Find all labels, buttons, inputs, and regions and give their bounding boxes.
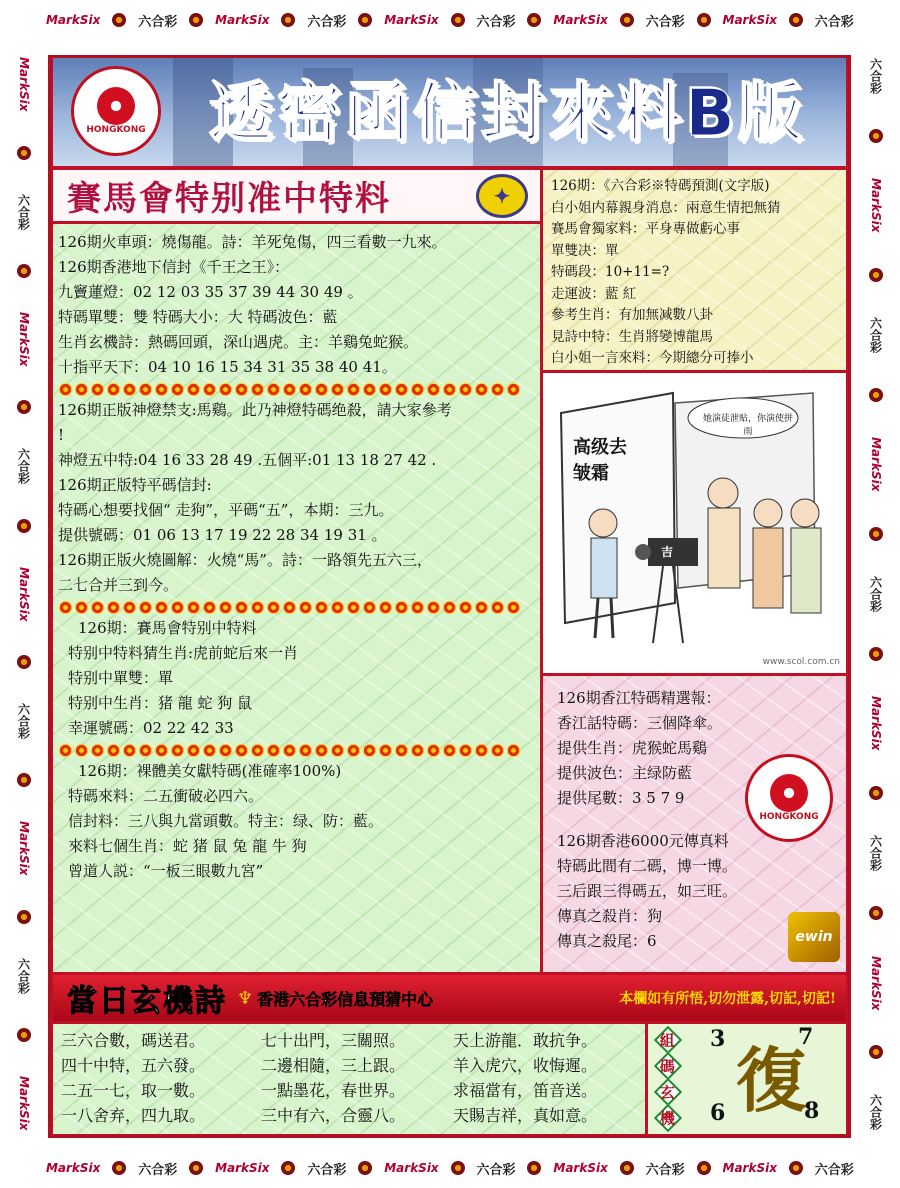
flower-icon (789, 13, 803, 27)
brand-name: MarkSix (17, 57, 31, 112)
flower-divider (53, 741, 540, 759)
text-line: 幸運號碼：02 22 42 33 (68, 719, 234, 737)
text-line: 126期：賽馬會特别中特料 (78, 619, 257, 637)
flower-divider (53, 598, 540, 616)
text-line: 提供尾數：3 5 7 9 (557, 789, 685, 807)
brand-name: MarkSix (215, 13, 270, 27)
poem-title: 當日玄機詩 (67, 984, 227, 1019)
text-line: 126期：《六合彩※特碼預測(文字版) (551, 178, 770, 194)
text-line: 單雙决：單 (551, 242, 619, 259)
text-line: 提供波色：主绿防藍 (557, 764, 693, 782)
flower-icon (620, 1161, 634, 1175)
brand-cn: 六合彩 (476, 1162, 516, 1178)
zuma-number: 3 (710, 1026, 726, 1052)
zuma-number: 7 (798, 1024, 814, 1050)
brand-cn: 六合彩 (16, 448, 31, 485)
text-line: 十指平天下：04 10 16 15 34 31 35 38 40 41。 (58, 358, 397, 376)
text-line: 126期：裸體美女獻特碼(准確率100%) (78, 762, 342, 780)
brand-cn: 六合彩 (868, 575, 883, 612)
text-line: 香江話特碼：三個降傘。 (557, 714, 723, 732)
text-line: 來料七個生肖：蛇 猪 鼠 兔 龍 牛 狗 (68, 837, 307, 855)
brand-cn: 六合彩 (138, 1162, 178, 1178)
brand-name: MarkSix (722, 13, 777, 27)
text-line: 126期火車頭：燒傷龍。詩：羊死兔傷，四三看數一九來。 (58, 233, 447, 251)
flower-icon (869, 647, 883, 661)
poem-line: 羊入虎穴，收悔遲。 (453, 1056, 598, 1075)
brand-cn: 六合彩 (814, 1162, 854, 1178)
poem-line: 三六合數，碼送君。 (61, 1031, 206, 1050)
brand-cn: 六合彩 (868, 316, 883, 353)
cartoon-url: www.scol.com.cn (762, 657, 840, 667)
flower-icon (189, 13, 203, 27)
right-brand-strip (855, 40, 897, 1148)
flower-icon (17, 264, 31, 278)
flower-icon (451, 1161, 465, 1175)
right-top-panel (543, 170, 846, 370)
text-line: 特碼心想要找個“ 走狗”，平碼“五”，本期：三九。 (58, 501, 394, 519)
flower-icon (869, 527, 883, 541)
poem-line: 一八舍弃，四九取。 (61, 1106, 206, 1125)
brand-name: MarkSix (17, 566, 31, 622)
left-banner: 賽馬會特别准中特料 (67, 179, 391, 219)
brand-cn: 六合彩 (138, 14, 178, 30)
zuma-big-char: 復 (736, 1039, 806, 1122)
left-panel (53, 170, 540, 972)
cartoon-illustration (543, 373, 846, 673)
poem-banner (53, 975, 846, 1021)
text-line: 126期香江特碼精選報： (557, 689, 721, 707)
flower-icon (869, 786, 883, 800)
poem-line: 求福當有，笛音送。 (453, 1081, 598, 1100)
text-line: 提供號碼：01 06 13 17 19 22 28 34 19 31 。 (58, 526, 387, 544)
flower-icon (17, 773, 31, 787)
flower-icon (17, 400, 31, 414)
flower-icon (527, 13, 541, 27)
poem-line: 二邊相隨，三上跟。 (261, 1056, 406, 1075)
brand-name: MarkSix (384, 1161, 439, 1175)
text-line: 特别中單雙：單 (68, 669, 174, 687)
text-line: 傳真之殺肖：狗 (557, 907, 663, 925)
text-line: 賽馬會獨家料：平身專做虧心事 (551, 221, 740, 237)
emblem-label: HONGKONG (86, 125, 146, 135)
text-line: 走運波：藍 紅 (551, 285, 637, 302)
flower-icon (112, 13, 126, 27)
flower-icon (620, 13, 634, 27)
zuma-label (654, 1026, 682, 1054)
brand-cn: 六合彩 (307, 14, 347, 30)
brand-cn: 六合彩 (307, 1162, 347, 1178)
text-line: 傳真之殺尾：6 (557, 932, 657, 950)
flower-icon (358, 1161, 372, 1175)
zuma-number: 8 (804, 1098, 820, 1124)
text-line: 特碼來料：二五衝破必四六。 (68, 787, 264, 805)
poem-line: 四十中特，五六發。 (61, 1056, 206, 1075)
text-line: 特别中生肖：猪 龍 蛇 狗 鼠 (68, 694, 253, 712)
text-line: 126期香港地下信封《千王之王》： (58, 258, 290, 276)
poem-center: 香港六合彩信息預猜中心 (257, 989, 434, 1009)
text-line: 三后跟三得碼五，如三旺。 (557, 882, 738, 900)
text-line: 特碼段：10+11=? (551, 264, 670, 280)
brand-cn: 六合彩 (476, 14, 516, 30)
right-bottom-panel (543, 676, 846, 972)
flower-icon (451, 13, 465, 27)
flower-icon (17, 655, 31, 669)
page-title: 透密函信封來料B版 (209, 77, 807, 151)
text-line: 126期正版火燒圖解：火燒“馬”。詩：一路領先五六三， (58, 551, 432, 569)
brand-name: MarkSix (553, 13, 608, 27)
poem-body (53, 1024, 645, 1134)
flower-icon (697, 13, 711, 27)
brand-cn: 六合彩 (645, 14, 685, 30)
text-line: 126期正版神燈禁支:馬鷄。此乃神燈特碼绝殺，請大家參考 (58, 401, 452, 419)
text-line: 白小姐一言來料：今期總分可捧小 (551, 350, 754, 366)
flower-icon (281, 1161, 295, 1175)
text-line: 神燈五中特:04 16 33 28 49 .五個平:01 13 18 27 42 . (58, 451, 437, 469)
poem-line: 七十出門，三關照。 (261, 1031, 406, 1050)
poem-warning: 本欄如有所悟,切勿泄露,切記,切記! (619, 991, 836, 1007)
brand-name: MarkSix (384, 13, 439, 27)
brand-name: MarkSix (869, 177, 883, 233)
brand-name: MarkSix (869, 437, 883, 492)
text-line: 曾道人説：“一板三眼數九宮” (68, 862, 264, 880)
flower-icon (281, 13, 295, 27)
zuma-label (654, 1052, 682, 1080)
zuma-box (648, 1024, 846, 1134)
hk-emblem-icon (71, 66, 161, 156)
text-line: 見詩中特：生肖將變博龍馬 (551, 328, 713, 345)
text-line: 126期正版特平碼信封: (58, 476, 212, 494)
poem-line: 天賜吉祥，真如意。 (453, 1106, 598, 1125)
hk-emblem-icon (745, 754, 833, 842)
brand-name: MarkSix (722, 1161, 777, 1175)
flower-icon (789, 1161, 803, 1175)
flower-icon (358, 13, 372, 27)
poem-line: 天上游龍．敢抗争。 (453, 1031, 598, 1050)
camera-mark: 吉 (661, 545, 674, 559)
zuma-label (654, 1078, 682, 1106)
ewin-logo: ewin (788, 912, 840, 962)
brand-cn: 六合彩 (645, 1162, 685, 1178)
cartoon-bubble: 她演徒泄贴，你演使拼雨 (703, 414, 794, 437)
text-line: 白小姐内幕親身消息：兩意生情把無猜 (551, 199, 781, 216)
brand-cn: 六合彩 (16, 703, 31, 740)
text-line: 生肖玄機詩：熱碼回頭，深山遇虎。主：羊鷄兔蛇猴。 (58, 333, 419, 351)
flower-icon (697, 1161, 711, 1175)
zuma-label-text: 機 (660, 1109, 676, 1128)
brand-name: MarkSix (215, 1161, 270, 1175)
brand-cn: 六合彩 (16, 958, 31, 995)
text-line: 特别中特料猜生肖:虎前蛇后來一肖 (68, 644, 299, 662)
flower-icon (869, 1045, 883, 1059)
flower-icon (869, 268, 883, 282)
brand-cn: 六合彩 (868, 1094, 883, 1131)
brand-name: MarkSix (17, 1076, 31, 1131)
zuma-label-text: 碼 (660, 1057, 676, 1076)
text-line: 提供生肖：虎猴蛇馬鷄 (557, 739, 708, 757)
header-banner (53, 58, 846, 166)
text-line: 信封料：三八與九當頭數。特主：绿、防：藍。 (68, 812, 384, 830)
zuma-label-text: 玄 (660, 1083, 676, 1102)
flower-icon (869, 388, 883, 402)
emblem-label: HONGKONG (759, 812, 819, 822)
cartoon-sign: 高级去皱霜 (573, 437, 627, 484)
flower-divider (53, 380, 540, 398)
flower-icon (189, 1161, 203, 1175)
flower-icon (17, 910, 31, 924)
flower-icon (17, 1028, 31, 1042)
brand-cn: 六合彩 (868, 57, 883, 94)
text-line: 特碼此間有二碼，博一博。 (557, 857, 738, 875)
poem-line: 三中有六，合靈八。 (261, 1106, 406, 1125)
brand-name: MarkSix (17, 821, 31, 876)
flower-icon (869, 129, 883, 143)
text-line: ! (58, 426, 65, 444)
zuma-label (654, 1104, 682, 1132)
flower-icon (527, 1161, 541, 1175)
left-brand-strip (3, 40, 45, 1148)
cartoon-drawing (543, 373, 846, 673)
text-line: 126期香港6000元傳真料 (557, 832, 729, 850)
poem-line: 一點墨花，春世界。 (261, 1081, 406, 1100)
brand-name: MarkSix (869, 955, 883, 1010)
text-line: 九竇蓮燈：02 12 03 35 37 39 44 30 49 。 (58, 283, 363, 301)
brand-name: MarkSix (869, 696, 883, 751)
brand-name: MarkSix (45, 13, 101, 27)
text-line: 二七合并三到今。 (58, 576, 179, 594)
poem-line: 二五一七，取一數。 (61, 1081, 206, 1100)
top-brand-strip (0, 0, 900, 40)
flower-icon (112, 1161, 126, 1175)
zuma-number: 6 (710, 1100, 726, 1126)
brand-cn: 六合彩 (868, 835, 883, 872)
text-line: 特碼單雙：雙 特碼大小：大 特碼波色：藍 (58, 308, 338, 326)
brand-cn: 六合彩 (16, 193, 31, 230)
jockey-club-logo-icon: ✦ (476, 174, 528, 218)
flower-icon (17, 519, 31, 533)
brand-name: MarkSix (17, 311, 31, 367)
bottom-brand-strip (0, 1148, 900, 1188)
flower-icon (869, 906, 883, 920)
mic-icon: ♆ (237, 987, 254, 1009)
brand-name: MarkSix (45, 1161, 101, 1175)
text-line: 參考生肖：有加無减數八卦 (551, 307, 713, 323)
brand-cn: 六合彩 (814, 14, 854, 30)
zuma-label-text: 組 (660, 1031, 676, 1050)
brand-name: MarkSix (553, 1161, 608, 1175)
flower-icon (17, 146, 31, 160)
